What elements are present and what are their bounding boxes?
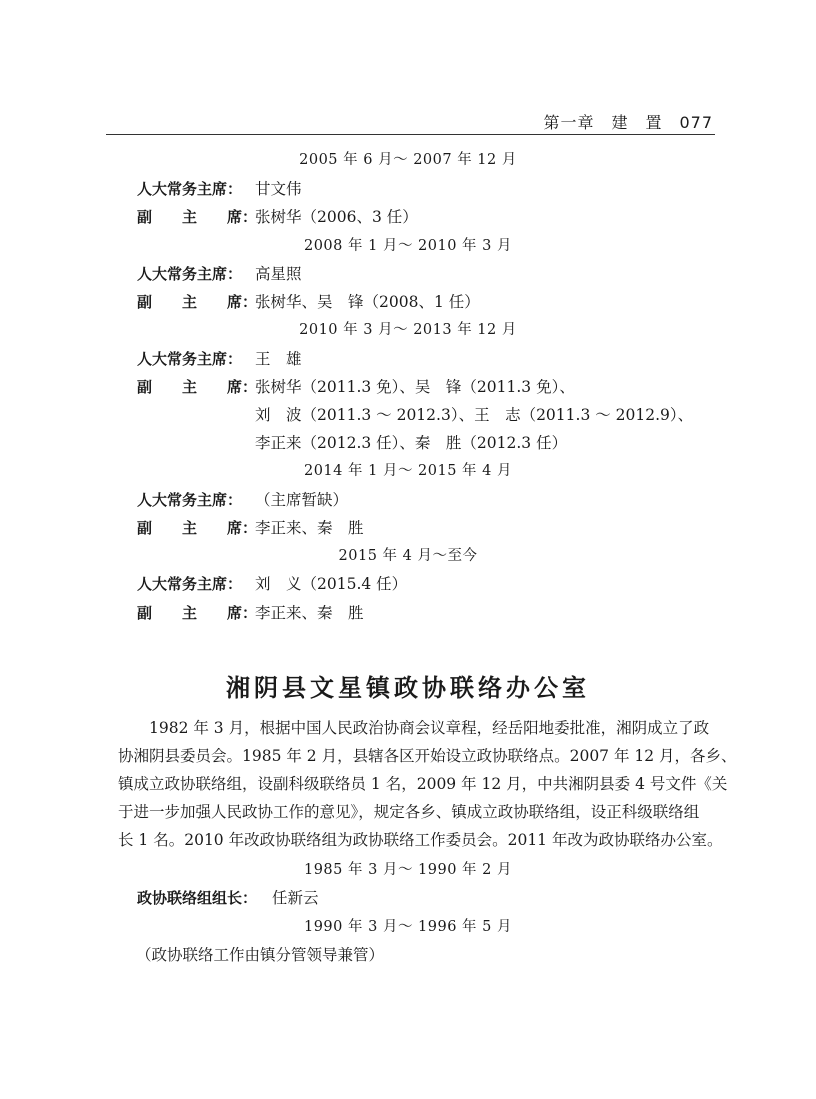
role-value: 高星照 — [255, 265, 302, 283]
note-text: （政协联络工作由镇分管领导兼管） — [136, 946, 385, 964]
chapter-page-label: 第一章 建 置 077 — [543, 113, 713, 132]
role-value: （主席暂缺） — [255, 491, 349, 509]
period-heading: 2005 年 6 月～ 2007 年 12 月 — [299, 152, 517, 168]
role-label: 副 主 席： — [137, 378, 258, 396]
role-value: 张树华（2006、3 任） — [255, 208, 418, 226]
period-heading: 2015 年 4 月～至今 — [338, 548, 478, 564]
role-label: 人大常务主席： — [137, 575, 243, 593]
role-label: 人大常务主席： — [137, 180, 243, 198]
role-value-continued: 刘 波（2011.3 ～ 2012.3）、王 志（2011.3 ～ 2012.9）、 — [255, 406, 694, 424]
body-paragraph-line: 1982 年 3 月，根据中国人民政治协商会议章程，经岳阳地委批准，湘阴成立了政 — [118, 719, 710, 737]
role-value-continued: 李正来（2012.3 任）、秦 胜（2012.3 任） — [255, 434, 568, 452]
role-label: 人大常务主席： — [137, 491, 243, 509]
period-heading: 1985 年 3 月～ 1990 年 2 月 — [303, 862, 513, 878]
role-value: 张树华（2011.3 免）、吴 锋（2011.3 免）、 — [255, 378, 575, 396]
role-value: 刘 义（2015.4 任） — [255, 575, 408, 593]
role-value: 任新云 — [272, 889, 319, 907]
role-value: 张树华、吴 锋（2008、1 任） — [255, 293, 480, 311]
role-label: 人大常务主席： — [137, 265, 243, 283]
role-label: 副 主 席： — [137, 519, 258, 537]
running-header — [106, 106, 715, 135]
body-paragraph-line: 长 1 名。2010 年改政协联络组为政协联络工作委员会。2011 年改为政协联络办公室。 — [118, 831, 723, 849]
body-paragraph-line: 于进一步加强人民政协工作的意见》，规定各乡、镇成立政协联络组，设正科级联络组 — [118, 803, 700, 821]
role-value: 李正来、秦 胜 — [255, 519, 364, 537]
role-value: 甘文伟 — [255, 180, 302, 198]
period-heading: 2008 年 1 月～ 2010 年 3 月 — [303, 238, 513, 254]
period-heading: 1990 年 3 月～ 1996 年 5 月 — [303, 919, 513, 935]
section-title: 湘阴县文星镇政协联络办公室 — [226, 674, 590, 702]
role-label: 副 主 席： — [137, 208, 258, 226]
period-heading: 2010 年 3 月～ 2013 年 12 月 — [299, 322, 517, 338]
role-value: 李正来、秦 胜 — [255, 604, 364, 622]
period-heading: 2014 年 1 月～ 2015 年 4 月 — [303, 463, 513, 479]
role-label: 政协联络组组长： — [137, 889, 258, 907]
role-value: 王 雄 — [255, 350, 302, 368]
body-paragraph-line: 镇成立政协联络组，设副科级联络员 1 名，2009 年 12 月，中共湘阴县委 4 号文件《关 — [118, 775, 728, 793]
role-label: 副 主 席： — [137, 604, 258, 622]
role-label: 人大常务主席： — [137, 350, 243, 368]
role-label: 副 主 席： — [137, 293, 258, 311]
body-paragraph-line: 协湘阴县委员会。1985 年 2 月，县辖各区开始设立政协联络点。2007 年 12 月，各乡、 — [118, 747, 737, 765]
